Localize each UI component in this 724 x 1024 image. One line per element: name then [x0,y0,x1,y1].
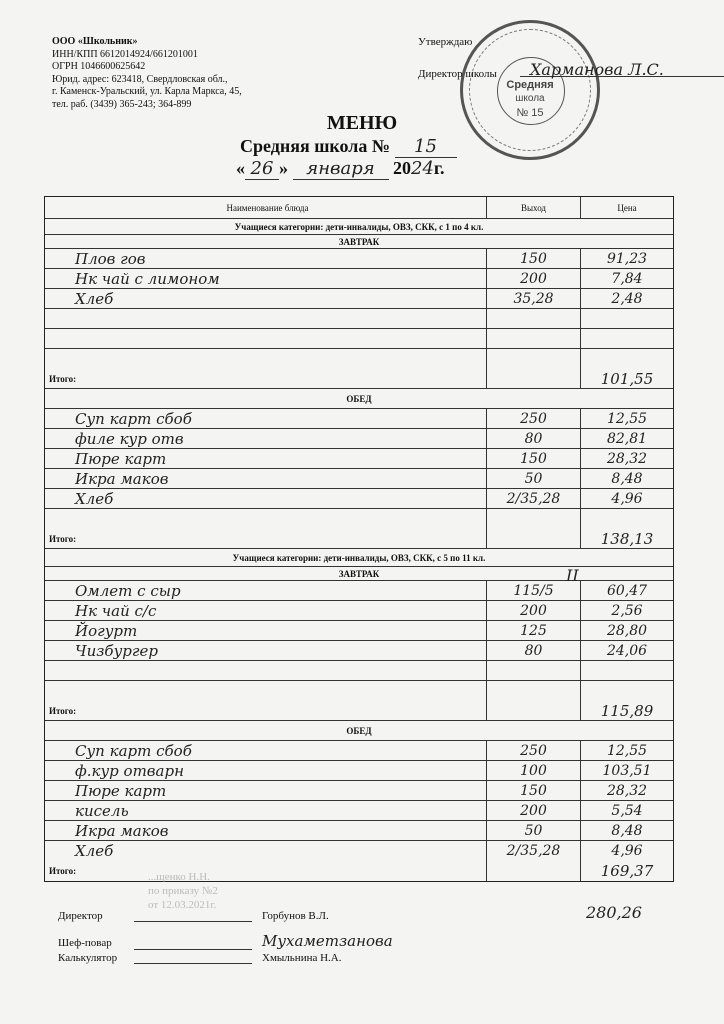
menu-item-row [45,289,673,309]
dish-price: 60,47 [606,582,648,599]
faded-note-line: по приказу №2 [148,885,218,897]
dish-name: Хлеб [45,841,487,861]
date-month: января [293,158,389,180]
dish-name [45,349,487,369]
dish-yield [487,309,581,328]
category-row [45,549,673,567]
dish-yield [487,349,581,369]
menu-item-row [45,409,673,429]
school-number: 15 [395,136,457,158]
dish-name: филе кур отв [45,429,487,448]
dish-name: Икра маков [45,469,487,488]
grand-total: 280,26 [586,903,642,922]
approval-block [418,36,664,80]
page-title: МЕНЮ [326,112,398,134]
dish-yield: 150 [487,449,581,468]
dish-name: Суп карт сбоб [45,741,487,760]
org-address-2: г. Каменск-Уральский, ул. Карла Маркса, 45, [52,86,242,97]
dish-price: 82,81 [606,430,648,447]
menu-item-row [45,761,673,781]
total-row [45,369,673,389]
category-label: Учащиеся категории: дети-инвалиды, ОВЗ, СКК, с 5 по 11 кл. [232,552,486,563]
menu-item-row [45,801,673,821]
dish-name: Йогурт [45,621,487,640]
category-label: Учащиеся категории: дети-инвалиды, ОВЗ, СКК, с 1 по 4 кл. [234,221,484,232]
meal-label: ОБЕД [346,393,372,404]
meal-row [45,721,673,741]
org-inn: ИНН/КПП 6612014924/661201001 [52,48,198,60]
menu-item-row [45,681,673,701]
signature-director [58,910,329,922]
dish-price: 103,51 [602,762,652,779]
dish-name: Хлеб [45,289,487,308]
dish-yield: 50 [487,469,581,488]
dish-name: ф.кур отварн [45,761,487,780]
signature-role: Калькулятор [58,952,118,964]
meal-row [45,389,673,409]
dish-price: 4,96 [611,843,643,859]
dish-name: Плов гов [45,249,487,268]
menu-item-row [45,449,673,469]
dish-price: 5,54 [611,802,643,819]
total-out [487,529,581,548]
section-2-items [45,409,673,529]
dish-price: 4,96 [611,490,643,507]
menu-item-row [45,841,673,861]
org-address-1: Юрид. адрес: 623418, Свердловская обл., [52,73,228,85]
school-line [240,136,457,158]
dish-price [581,681,673,701]
menu-item-row [45,641,673,661]
dish-name [45,661,487,680]
date-year-prefix: 20 [393,158,411,178]
dish-yield: 80 [487,641,581,660]
dish-price: 8,48 [611,470,643,487]
total-row [45,529,673,549]
total-out [487,701,581,720]
dish-price: 91,23 [606,250,648,267]
dish-name: Пюре карт [45,781,487,800]
dish-price [581,661,673,680]
dish-price [581,329,673,348]
signature-role: Директор [58,910,103,922]
dish-price: 28,32 [606,450,648,467]
dish-price: 12,55 [606,742,648,759]
dish-price: 8,48 [611,822,643,839]
menu-item-row [45,329,673,349]
menu-item-row [45,509,673,529]
meal-row [45,235,673,249]
director-label: Директор школы [418,68,497,80]
signature-role: Шеф-повар [58,937,112,949]
school-prefix: Средняя школа № [240,136,390,156]
dish-yield: 200 [487,801,581,820]
dish-yield: 125 [487,621,581,640]
menu-item-row [45,781,673,801]
dish-yield: 200 [487,269,581,288]
menu-item-row [45,309,673,329]
signature-line [134,911,252,922]
dish-name: Икра маков [45,821,487,840]
faded-note-line: от 12.03.2021г. [148,899,217,911]
menu-item-row [45,489,673,509]
approve-label: Утверждаю [418,36,473,48]
dish-price: 12,55 [606,410,648,427]
section-1-items [45,249,673,369]
dish-yield: 250 [487,741,581,760]
total-label: Итого: [45,369,487,388]
total-label: Итого: [45,861,487,881]
menu-table [44,196,674,882]
dish-yield [487,509,581,529]
dish-name: Чизбургер [45,641,487,660]
menu-item-row [45,741,673,761]
date-close: » [279,158,288,178]
dish-name: Пюре карт [45,449,487,468]
dish-yield: 2/35,28 [487,841,581,861]
organization-block [52,36,242,111]
col-price-header: Цена [617,202,637,213]
dish-price: 7,84 [611,270,643,287]
dish-price [581,309,673,328]
dish-yield: 250 [487,409,581,428]
org-ogrn: ОГРН 1046600625642 [52,61,146,72]
signature-name: Хмыльнина Н.А. [262,952,342,964]
dish-yield [487,661,581,680]
section-4-items [45,741,673,861]
dish-price: 2,48 [611,290,643,307]
dish-yield [487,329,581,348]
menu-item-row [45,821,673,841]
dish-yield: 80 [487,429,581,448]
menu-item-row [45,621,673,641]
dish-yield: 50 [487,821,581,840]
dish-price: 28,80 [606,622,648,639]
meal-label: ЗАВТРАК [338,568,380,579]
dish-name: Хлеб [45,489,487,508]
dish-name [45,309,487,328]
dish-yield: 200 [487,601,581,620]
total-value: 115,89 [600,701,654,720]
menu-item-row [45,269,673,289]
dish-name: Нк чай с лимоном [45,269,487,288]
signature-name: Горбунов В.Л. [262,910,329,922]
dish-price: 28,32 [606,782,648,799]
signature-line [134,939,252,950]
signature-chef [58,932,393,950]
menu-item-row [45,601,673,621]
total-label: Итого: [45,529,487,548]
date-open: « [236,158,245,178]
total-out [487,861,581,881]
dish-price: 2,56 [611,602,643,619]
total-out [487,369,581,388]
menu-item-row [45,661,673,681]
dish-name: Суп карт сбоб [45,409,487,428]
stamp-line-2: школа [515,93,545,104]
dish-name [45,329,487,348]
faded-note [148,870,218,912]
meal-label: ЗАВТРАК [338,236,380,247]
stamp-line-1: Средняя [506,79,554,91]
menu-item-row [45,469,673,489]
org-name: ООО «Школьник» [52,36,138,47]
dish-price: 24,06 [606,642,648,659]
date-suffix: г. [433,158,445,178]
dish-yield: 35,28 [487,289,581,308]
total-row [45,701,673,721]
dish-yield: 150 [487,249,581,268]
dish-yield: 100 [487,761,581,780]
total-value: 101,55 [600,369,654,388]
total-value: 138,13 [600,529,654,548]
stamp-line-3: № 15 [516,107,544,119]
date-line [236,158,445,180]
total-label: Итого: [45,701,487,720]
total-value: 169,37 [600,862,654,880]
dish-name: кисель [45,801,487,820]
school-stamp [460,20,600,160]
dish-price [581,349,673,369]
category-row [45,219,673,235]
faded-note-line: ...щенко Н.Н. [148,871,210,883]
section-3-items [45,581,673,701]
dish-name: Омлет с сыр [45,581,487,600]
dish-yield: 2/35,28 [487,489,581,508]
dish-yield: 150 [487,781,581,800]
total-row [45,861,673,881]
dish-name [45,509,487,529]
menu-item-row [45,249,673,269]
col-name-header: Наименование блюда [45,197,487,218]
dish-yield [487,681,581,701]
roman-two-mark: II [566,566,579,585]
dish-name: Нк чай с/с [45,601,487,620]
menu-item-row [45,349,673,369]
meal-label: ОБЕД [346,725,372,736]
dish-price [581,509,673,529]
signature-name: Мухаметзанова [262,932,393,950]
director-signature: Харманова Л.С. [530,60,664,79]
signature-calculator [58,952,341,964]
col-out-header: Выход [487,197,581,218]
date-day: 26 [245,158,279,180]
table-header [45,197,673,219]
date-year-suffix: 24 [411,158,434,179]
org-phone: тел. раб. (3439) 365-243; 364-899 [52,98,192,110]
signature-line [134,953,252,964]
dish-name [45,681,487,701]
dish-yield: 115/5 [487,581,581,600]
menu-item-row [45,429,673,449]
